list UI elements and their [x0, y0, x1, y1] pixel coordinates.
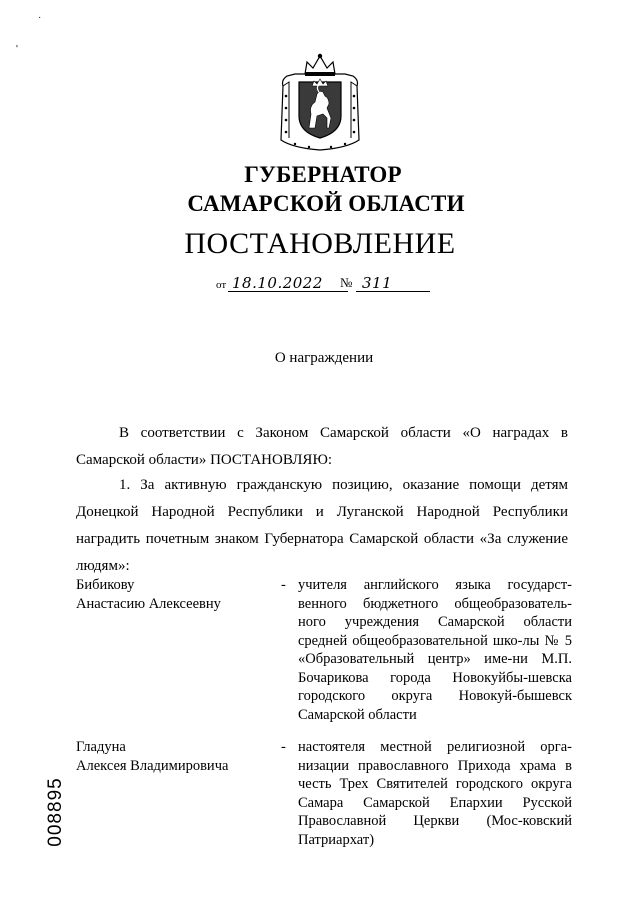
document-number: 311 — [362, 274, 393, 292]
awardee-name: Гладуна Алексея Владимировича — [76, 739, 229, 774]
item-1-paragraph: 1. За активную гражданскую позицию, оказание помощи детям Донецкой Народной Республики и Луганской Народной Республики наградить почетным знаком Губернатора Самарской области «За служение людям»: — [76, 477, 568, 574]
awardee-description: настоятеля местной религиозной орга-низации православного Прихода храма в честь Трех Святителей городского округа Самара Самарской Епархии Русской Православной Церкви (Мос-ковский Патриархат) — [298, 739, 572, 848]
issuer-title-line1: ГУБЕРНАТОР — [244, 162, 402, 187]
awardee-dash: - — [281, 739, 286, 755]
document-subject: О награждении — [274, 350, 374, 366]
samara-coat-of-arms-icon — [275, 52, 365, 152]
issuer-title-line2: САМАРСКОЙ ОБЛАСТИ — [187, 191, 465, 216]
date-prefix: от — [216, 279, 227, 291]
scan-mark: ' — [16, 44, 18, 55]
serial-number-text: 008895 — [45, 777, 66, 847]
scan-mark: · — [38, 12, 42, 23]
awardee-description: учителя английского языка государст-венного бюджетного общеобразователь-ного учреждения Самарской области средней общеобразовательной шко-лы № 5 «Образовательный центр» име-ни М.П. Бочарикова города Новокуйбы-шевска городского округа Новокуй-бышевск Самарской области — [298, 577, 572, 723]
document-type: ПОСТАНОВЛЕНИЕ — [184, 227, 456, 260]
document-date: 18.10.2022 — [232, 274, 323, 292]
serial-number — [46, 772, 66, 852]
awardee-name: Бибикову Анастасию Алексеевну — [76, 577, 221, 612]
number-prefix: № — [340, 275, 353, 290]
intro-paragraph: В соответствии с Законом Самарской области «О наградах в Самарской области» ПОСТАНОВЛЯЮ: — [76, 425, 568, 468]
awardee-dash: - — [281, 577, 286, 593]
